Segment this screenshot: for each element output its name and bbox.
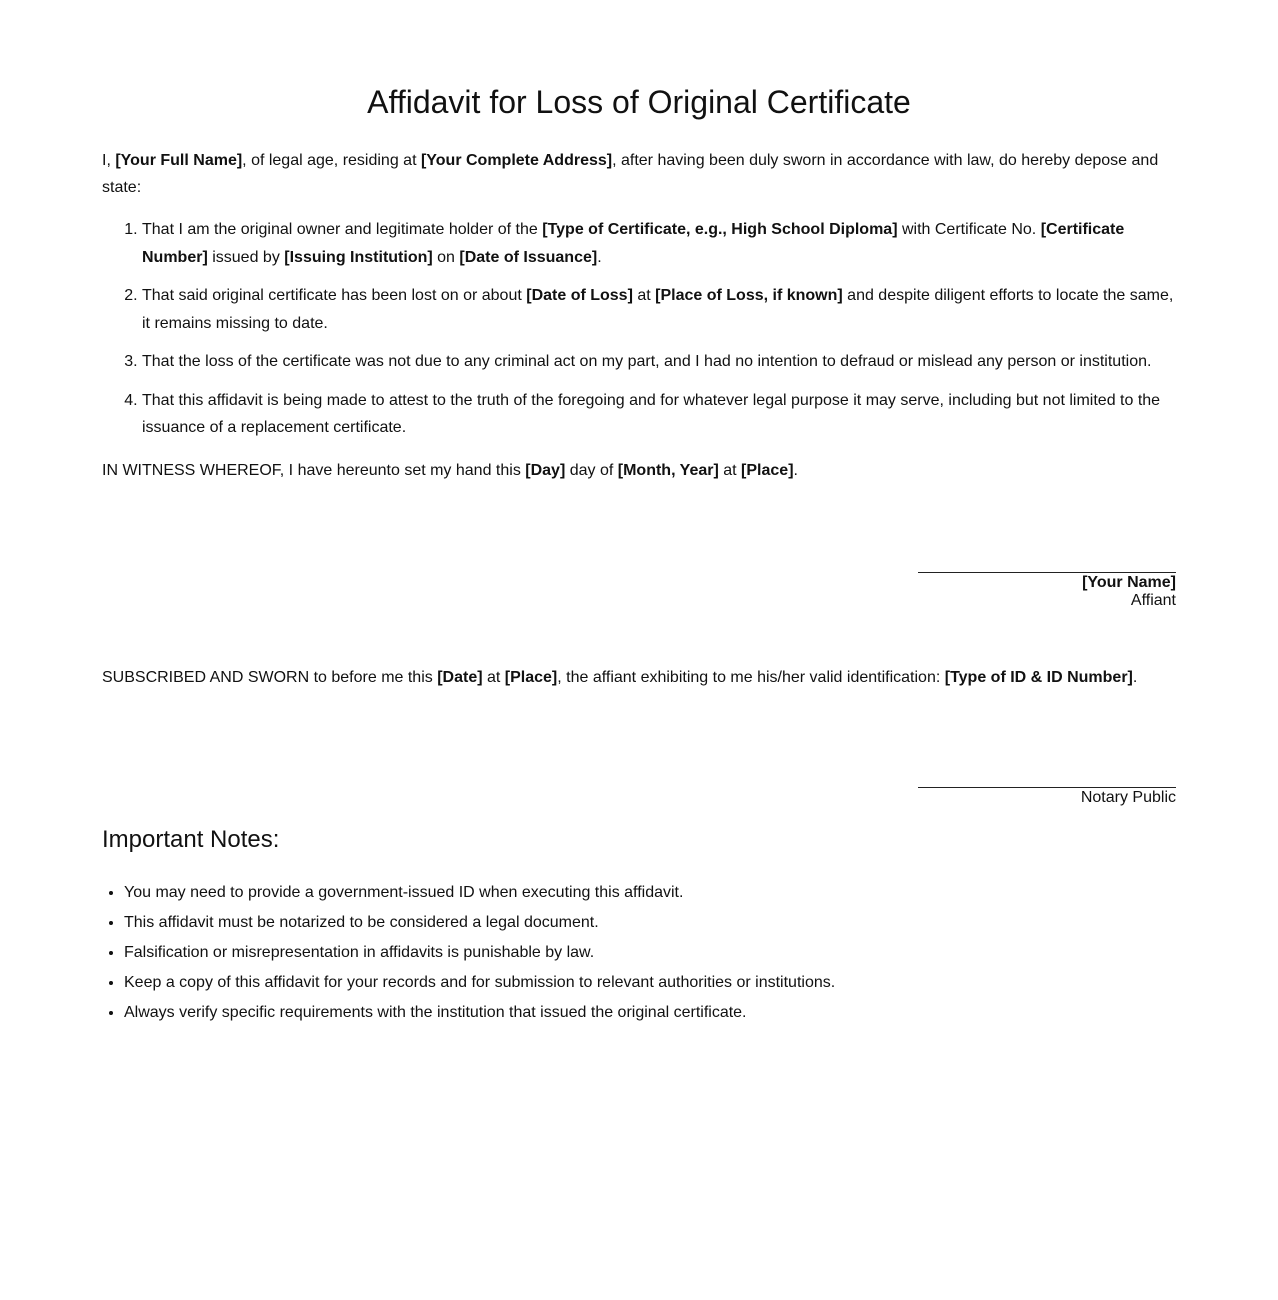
- witness-text: IN WITNESS WHEREOF, I have hereunto set my hand this: [102, 461, 526, 479]
- intro-text: I,: [102, 152, 116, 169]
- statement-text: .: [597, 248, 602, 266]
- statement-item: [142, 387, 1176, 442]
- statement-text: That the loss of the certificate was not due to any criminal act on my part, and I had no intention to defraud or mislead any person or institution.: [142, 353, 1152, 370]
- jurat-text: , the affiant exhibiting to me his/her valid identification:: [557, 668, 945, 686]
- statement-text: with Certificate No.: [897, 221, 1041, 238]
- witness-text: day of: [565, 461, 618, 479]
- affiant-name: [918, 574, 1176, 592]
- jurat-text: at: [482, 668, 505, 686]
- statement-text: at: [632, 287, 656, 304]
- statement-text: That this affidavit is being made to attest to the truth of the foregoing and for whatever legal purpose it may serve, including but not limited to the issuance of a replacement certificate.: [142, 391, 1161, 436]
- witness-text: .: [793, 461, 798, 479]
- issuance-date-placeholder: [Date of Issuance]: [459, 248, 598, 266]
- certificate-type-placeholder: [Type of Certificate, e.g., High School Diploma]: [542, 221, 898, 238]
- intro-paragraph: [102, 147, 1176, 201]
- notary-role: Notary Public: [1080, 788, 1176, 806]
- statements-list: [102, 216, 1176, 442]
- document-title: Affidavit for Loss of Original Certificate: [367, 84, 911, 120]
- notary-signature-line: [918, 787, 1176, 788]
- statement-item: [142, 348, 1176, 376]
- jurat-place-placeholder: [Place]: [504, 668, 558, 686]
- witness-paragraph: [102, 457, 1176, 484]
- statement-text: on: [432, 248, 460, 266]
- jurat-date-placeholder: [Date]: [437, 668, 483, 686]
- month-year-placeholder: [Month, Year]: [617, 461, 719, 479]
- address-placeholder: [Your Complete Address]: [420, 152, 613, 169]
- notes-list: [102, 883, 1176, 1023]
- note-item: • This affidavit must be notarized to be considered a legal document.: [124, 913, 1176, 933]
- statement-text: That I am the original owner and legitimate holder of the: [142, 221, 543, 238]
- affiant-role: Affiant: [1130, 591, 1176, 609]
- notary-signature-block: [918, 787, 1176, 807]
- full-name-placeholder: [Your Full Name]: [115, 152, 243, 169]
- certificate-number-placeholder: [Certificate Number]: [142, 221, 1125, 266]
- note-item: • You may need to provide a government-issued ID when executing this affidavit.: [124, 883, 1176, 903]
- issuing-institution-placeholder: [Issuing Institution]: [284, 248, 433, 266]
- jurat-paragraph: [102, 664, 1176, 691]
- place-placeholder: [Place]: [741, 461, 794, 479]
- affiant-name-placeholder: [Your Name]: [1082, 573, 1176, 591]
- intro-text: , of legal age, residing at: [242, 152, 421, 169]
- statement-text: issued by: [207, 248, 285, 266]
- loss-place-placeholder: [Place of Loss, if known]: [655, 287, 843, 304]
- jurat-text: .: [1132, 668, 1138, 686]
- statement-text: That said original certificate has been lost on or about: [142, 287, 527, 304]
- statement-text: and despite diligent efforts to locate the same, it remains missing to date.: [142, 287, 1174, 332]
- affiant-signature-line: [918, 572, 1176, 573]
- jurat-text: SUBSCRIBED AND SWORN to before me this: [102, 668, 438, 686]
- intro-text: , after having been duly sworn in accordance with law, do hereby depose and state:: [102, 152, 1159, 196]
- statement-item: [142, 282, 1176, 337]
- loss-date-placeholder: [Date of Loss]: [526, 287, 633, 304]
- note-item: • Keep a copy of this affidavit for your records and for submission to relevant authorities or institutions.: [124, 973, 1176, 993]
- statement-item: [142, 216, 1176, 271]
- affiant-signature-block: [918, 572, 1176, 610]
- id-placeholder: [Type of ID & ID Number]: [944, 668, 1133, 686]
- note-item: • Falsification or misrepresentation in affidavits is punishable by law.: [124, 943, 1176, 963]
- note-item: • Always verify specific requirements with the institution that issued the original certificate.: [124, 1003, 1176, 1023]
- witness-text: at: [718, 461, 742, 479]
- day-placeholder: [Day]: [525, 461, 566, 479]
- notes-heading: Important Notes:: [102, 825, 280, 853]
